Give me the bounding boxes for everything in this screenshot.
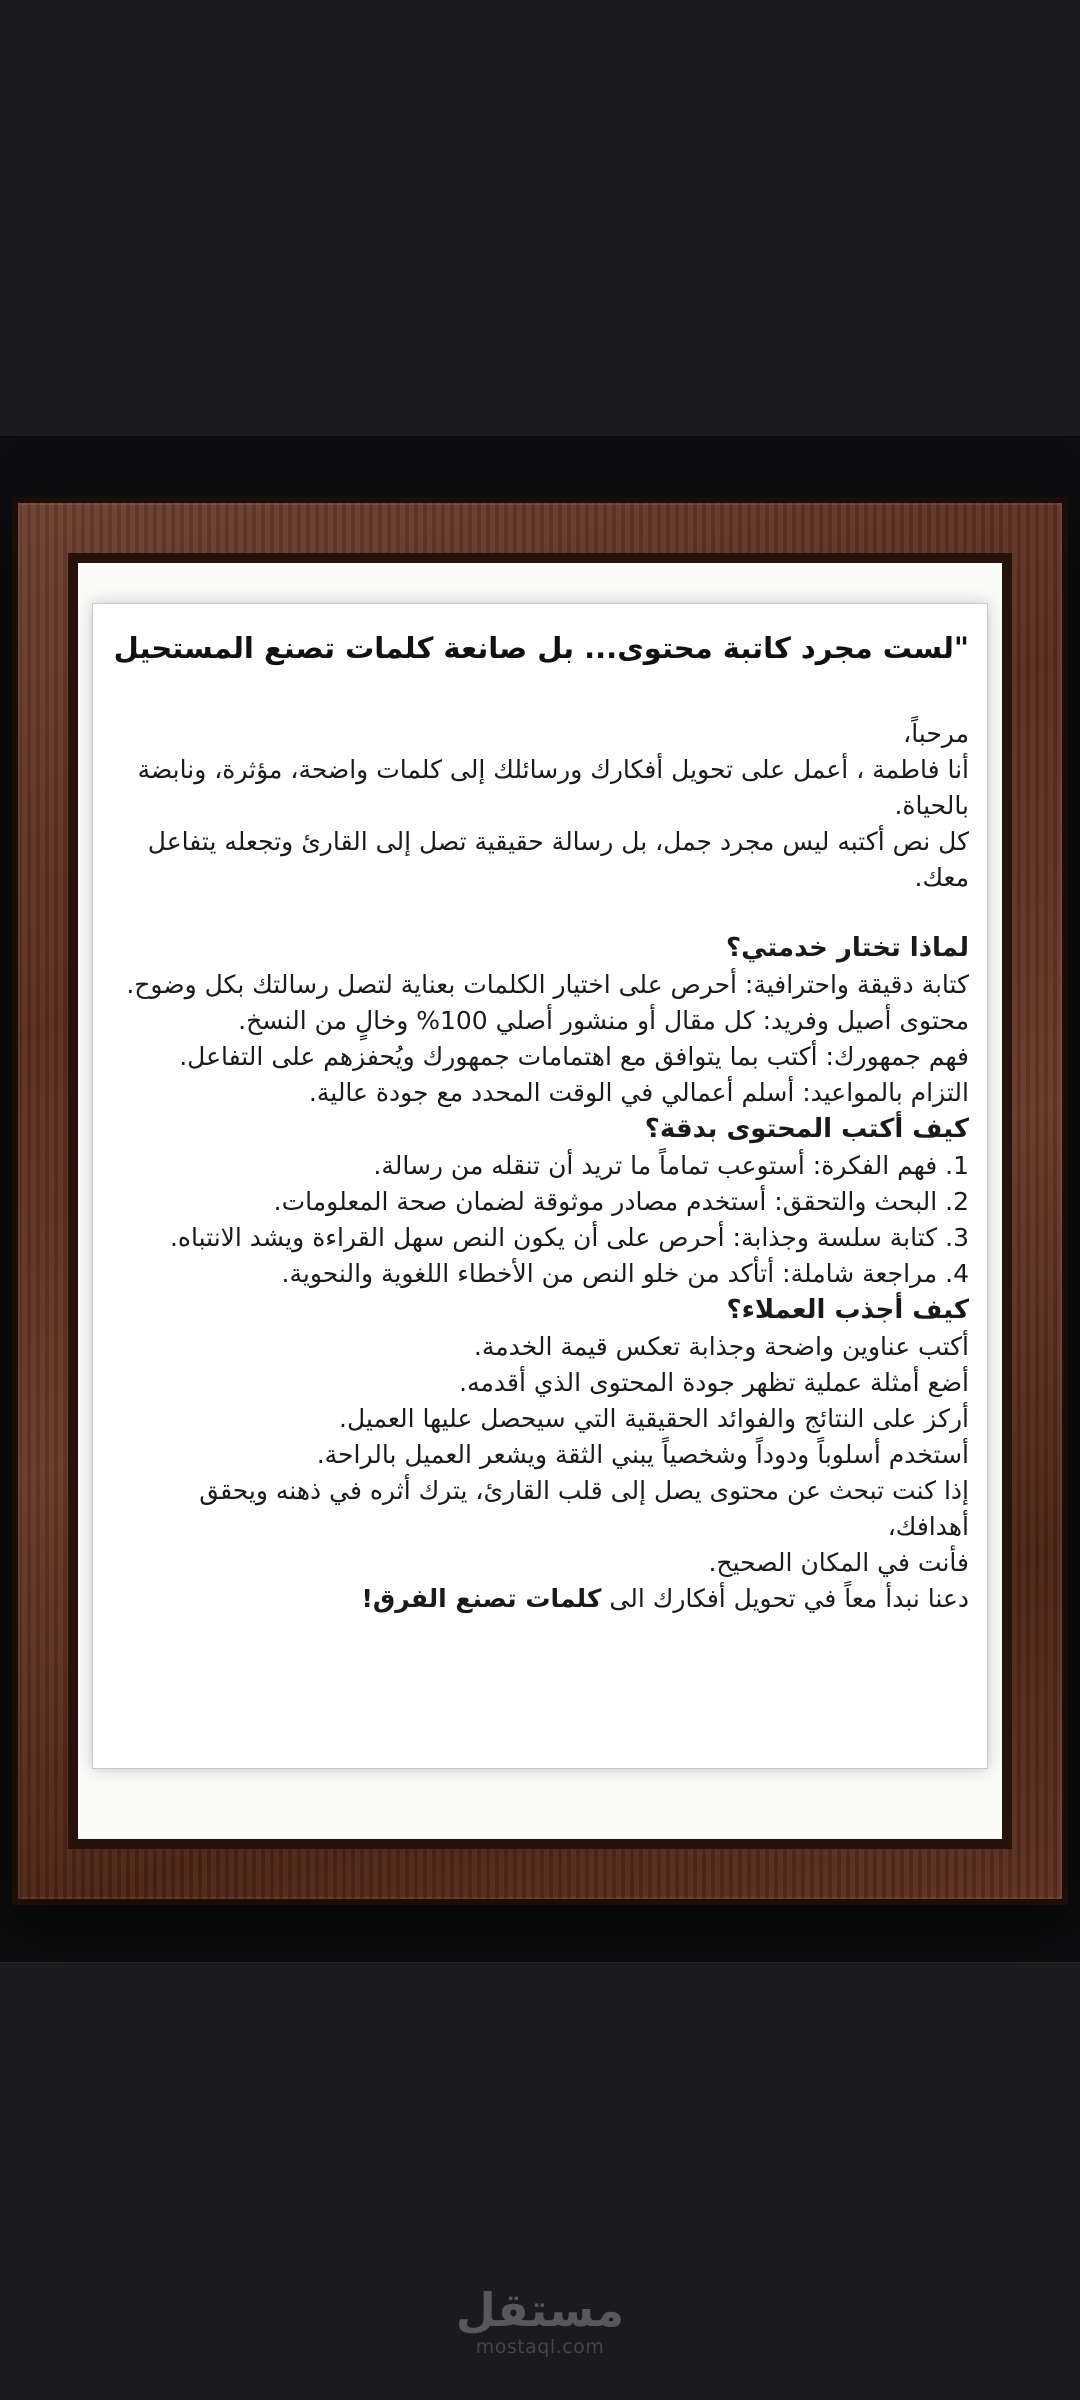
document-paragraph: أكتب عناوين واضحة وجذابة تعكس قيمة الخدمة. [473,1332,969,1361]
document-paragraph: 4. مراجعة شاملة: أتأكد من خلو النص من الأخطاء اللغوية والنحوية. [281,1259,969,1288]
mostaql-domain: mostaql.com [475,2336,605,2358]
document-paragraph: فهم جمهورك: أكتب بما يتوافق مع اهتمامات جمهورك ويُحفزهم على التفاعل. [179,1042,969,1071]
document-paragraph: إذا كنت تبحث عن محتوى يصل إلى قلب القارئ، يترك أثره في ذهنه ويحقق أهدافك، [199,1476,969,1541]
document-paragraph: فأنت في المكان الصحيح. [708,1548,969,1577]
document-section-heading: كيف أجذب العملاء؟ [726,1295,969,1325]
document-paragraph: أضع أمثلة عملية تظهر جودة المحتوى الذي أقدمه. [459,1368,969,1397]
artwork-backdrop [0,437,1080,1962]
document-paragraph: أركز على النتائج والفوائد الحقيقية التي سيحصل عليها العميل. [339,1404,969,1433]
frame-inner-lip [68,553,1012,1849]
mat-board [78,563,1002,1839]
mostaql-watermark [455,2283,625,2358]
closing-text: دعنا نبدأ معاً في تحويل أفكارك الى [601,1584,969,1613]
paragraph-spacer [111,896,969,930]
document-paragraph: 3. كتابة سلسة وجذابة: أحرص على أن يكون النص سهل القراءة ويشد الانتباه. [169,1223,969,1252]
bottom-backdrop [0,1962,1080,2400]
picture-frame [12,497,1068,1905]
document-paragraph: أنا فاطمة ، أعمل على تحويل أفكارك ورسائلك إلى كلمات واضحة، مؤثرة، ونابضة بالحياة. [137,755,969,820]
document-sheet [92,603,988,1769]
document-paragraph: أستخدم أسلوباً ودوداً وشخصياً يبني الثقة ويشعر العميل بالراحة. [316,1440,969,1469]
document-paragraph: كل نص أكتبه ليس مجرد جمل، بل رسالة حقيقية تصل إلى القارئ وتجعله يتفاعل معك. [147,827,969,892]
document-paragraph: 2. البحث والتحقق: أستخدم مصادر موثوقة لضمان صحة المعلومات. [273,1187,969,1216]
document-paragraph: محتوى أصيل وفريد: كل مقال أو منشور أصلي 100% وخالٍ من النسخ. [238,1006,969,1035]
mostaql-logo-arabic: مستقل [455,2283,625,2337]
document-paragraph: مرحباً، [903,719,969,748]
document-closing-paragraph [111,1581,969,1617]
document-paragraph: التزام بالمواعيد: أسلم أعمالي في الوقت المحدد مع جودة عالية. [308,1078,969,1107]
closing-text-bold: كلمات تصنع الفرق! [361,1584,602,1613]
document-title: "لست مجرد كاتبة محتوى... بل صانعة كلمات تصنع المستحيل [113,631,969,665]
document-section-heading: كيف أكتب المحتوى بدقة؟ [644,1114,969,1144]
document-paragraph: 1. فهم الفكرة: أستوعب تماماً ما تريد أن تنقله من رسالة. [373,1151,969,1180]
document-paragraph: كتابة دقيقة واحترافية: أحرص على اختيار الكلمات بعناية لتصل رسالتك بكل وضوح. [126,970,969,999]
document-section-heading: لماذا تختار خدمتي؟ [725,933,969,963]
document-body [111,716,969,1617]
top-backdrop [0,0,1080,437]
